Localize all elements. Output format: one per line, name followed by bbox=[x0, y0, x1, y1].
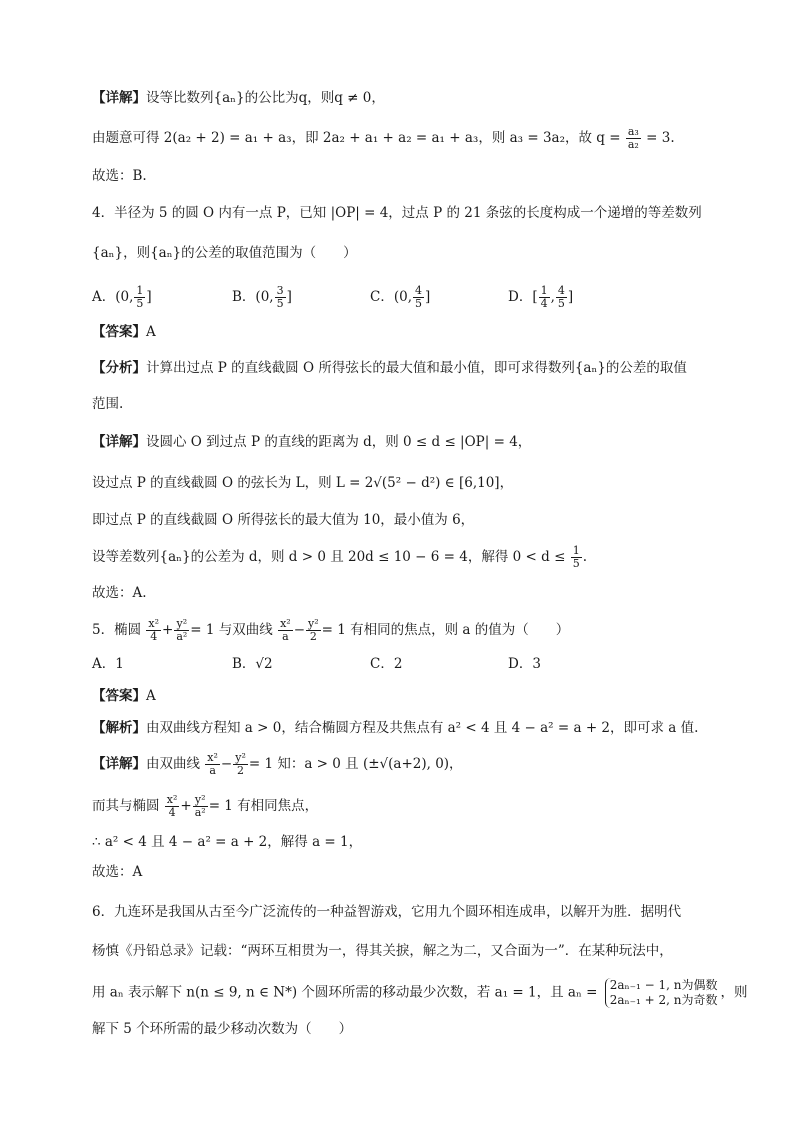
option-c bbox=[370, 285, 430, 310]
fraction bbox=[233, 752, 248, 777]
fraction bbox=[275, 285, 286, 310]
numerator: x² bbox=[280, 617, 291, 630]
denominator: 5 bbox=[557, 297, 565, 310]
analysis-tag: 【解析】 bbox=[92, 720, 146, 736]
answer-value: A bbox=[146, 324, 156, 340]
detail-tag: 【详解】 bbox=[92, 90, 146, 106]
analysis-tag: 【分析】 bbox=[92, 360, 146, 376]
fraction bbox=[278, 618, 293, 643]
numerator: y² bbox=[308, 617, 319, 630]
analysis-line bbox=[92, 718, 698, 738]
option-label: A． bbox=[92, 289, 116, 305]
fraction bbox=[626, 126, 641, 151]
fraction bbox=[306, 618, 321, 643]
denominator: 2 bbox=[237, 764, 245, 777]
answer-tag: 【答案】 bbox=[92, 324, 146, 340]
denominator: 5 bbox=[136, 297, 144, 310]
numerator: x² bbox=[207, 751, 218, 764]
option-value: , bbox=[550, 289, 555, 305]
option-value: (0, bbox=[115, 289, 134, 305]
option-value: (0, bbox=[255, 289, 274, 305]
denominator: a bbox=[209, 764, 216, 777]
option-label: C． bbox=[370, 289, 394, 305]
question-6-line-4: 解下 5 个环所需的最少移动次数为（ ） bbox=[92, 1021, 353, 1037]
fraction bbox=[165, 794, 180, 819]
denominator: 2 bbox=[309, 630, 317, 643]
denominator: a bbox=[282, 630, 289, 643]
answer-line bbox=[92, 322, 156, 342]
question-text: 5．椭圆 bbox=[92, 622, 142, 638]
detail-text: 而其与椭圆 bbox=[92, 798, 160, 814]
detail-line bbox=[92, 752, 463, 777]
question-text: 用 aₙ 表示解下 n(n ≤ 9, n ∈ N*) 个圆环所需的移动最少次数，若 a₁ = 1，且 aₙ = bbox=[92, 984, 598, 1001]
fraction bbox=[571, 545, 582, 570]
piecewise-case: 2aₙ₋₁ + 2, n为奇数 bbox=[609, 993, 718, 1007]
option-value: (0, bbox=[393, 289, 412, 305]
detail-line bbox=[92, 794, 318, 819]
detail-text: 设等比数列{aₙ}的公比为q，则q ≠ 0， bbox=[146, 90, 385, 106]
option-b: B．√2 bbox=[232, 656, 273, 672]
question-4-line-2: {aₙ}，则{aₙ}的公差的取值范围为（ ） bbox=[92, 245, 357, 261]
option-label: D． bbox=[508, 289, 533, 305]
detail-text: 设圆心 O 到过点 P 的直线的距离为 d，则 0 ≤ d ≤ |OP| = 4， bbox=[146, 434, 532, 450]
detail-text: = 1 有相同焦点， bbox=[208, 798, 319, 814]
choice-line: 故选：A bbox=[92, 864, 143, 880]
analysis-text: 计算出过点 P 的直线截圆 O 所得弦长的最大值和最小值，即可求得数列{aₙ}的公差的取值 bbox=[146, 360, 687, 376]
question-5-line bbox=[92, 618, 569, 643]
detail-line: 即过点 P 的直线截圆 O 所得弦长的最大值为 10，最小值为 6， bbox=[92, 512, 475, 528]
question-6-line-3 bbox=[92, 978, 748, 1008]
fraction bbox=[413, 285, 424, 310]
fraction bbox=[146, 618, 161, 643]
option-value: [ bbox=[532, 289, 538, 305]
detail-text: 由题意可得 2(a₂ + 2) = a₁ + a₃，即 2a₂ + a₁ + a₂ = a₁ + a₃，则 a₃ = 3a₂，故 q = bbox=[92, 130, 621, 146]
denominator: a² bbox=[176, 630, 188, 643]
denominator: 5 bbox=[572, 557, 580, 570]
option-value: ] bbox=[146, 289, 152, 305]
numerator: 4 bbox=[557, 284, 565, 297]
option-label: B． bbox=[232, 289, 256, 305]
operator: − bbox=[293, 622, 306, 638]
numerator: 4 bbox=[415, 284, 422, 297]
fraction bbox=[174, 618, 189, 643]
detail-line-1 bbox=[92, 88, 385, 108]
choice-line: 故选：B. bbox=[92, 168, 147, 184]
detail-text: = 3. bbox=[646, 130, 675, 146]
numerator: y² bbox=[174, 618, 189, 631]
detail-line: ∴ a² < 4 且 4 − a² = a + 2，解得 a = 1， bbox=[92, 834, 363, 850]
numerator: a₃ bbox=[627, 125, 639, 138]
denominator: a² bbox=[194, 806, 206, 819]
numerator: 1 bbox=[572, 544, 580, 557]
denominator: 5 bbox=[415, 297, 422, 310]
question-4-line-1: 4．半径为 5 的圆 O 内有一点 P，已知 |OP| = 4，过点 P 的 21 条弦的长度构成一个递增的等差数列 bbox=[92, 205, 702, 221]
question-6-line-2: 杨慎《丹铅总录》记载：“两环互相贯为一，得其关捩，解之为二，又合面为一”．在某种玩法中， bbox=[92, 943, 673, 959]
option-a bbox=[92, 285, 152, 310]
analysis-line-1 bbox=[92, 358, 687, 378]
option-value: ] bbox=[286, 289, 292, 305]
fraction bbox=[205, 752, 220, 777]
detail-tag: 【详解】 bbox=[92, 434, 146, 450]
detail-tag: 【详解】 bbox=[92, 756, 146, 772]
fraction bbox=[193, 794, 208, 819]
denominator: 4 bbox=[540, 297, 548, 310]
option-d bbox=[508, 285, 573, 310]
option-d: D．3 bbox=[508, 656, 541, 672]
question-text: ，则 bbox=[720, 984, 748, 1001]
denominator: 4 bbox=[168, 806, 176, 819]
piecewise-brace bbox=[605, 978, 718, 1008]
option-c: C．2 bbox=[370, 656, 403, 672]
question-text: = 1 与双曲线 bbox=[190, 622, 273, 638]
denominator: a₂ bbox=[627, 138, 639, 151]
option-a: A．1 bbox=[92, 656, 124, 672]
detail-line-2 bbox=[92, 126, 675, 151]
detail-text: 由双曲线 bbox=[146, 756, 200, 772]
fraction bbox=[134, 285, 145, 310]
detail-line: 设过点 P 的直线截圆 O 的弦长为 L，则 L = 2√(5² − d²) ∈ [6,10]， bbox=[92, 475, 514, 491]
analysis-line-2: 范围. bbox=[92, 396, 124, 412]
fraction bbox=[539, 285, 550, 310]
option-value: ] bbox=[567, 289, 574, 305]
question-6-line-1: 6．九连环是我国从古至今广泛流传的一种益智游戏，它用九个圆环相连成串，以解开为胜．据明代 bbox=[92, 904, 682, 920]
option-value: ] bbox=[425, 289, 431, 305]
numerator: x² bbox=[166, 793, 178, 806]
option-b bbox=[232, 285, 292, 310]
answer-line bbox=[92, 686, 156, 706]
numerator: y² bbox=[235, 751, 246, 764]
numerator: 3 bbox=[276, 284, 284, 297]
choice-line: 故选：A. bbox=[92, 585, 147, 601]
numerator: 1 bbox=[136, 284, 144, 297]
numerator: y² bbox=[193, 794, 208, 807]
numerator: 1 bbox=[540, 284, 548, 297]
detail-text: . bbox=[582, 549, 587, 565]
operator: − bbox=[220, 756, 233, 772]
numerator: x² bbox=[148, 617, 160, 630]
analysis-text: 由双曲线方程知 a > 0，结合椭圆方程及共焦点有 a² < 4 且 4 − a² = a + 2，即可求 a 值. bbox=[146, 720, 699, 736]
detail-line bbox=[92, 432, 531, 452]
answer-tag: 【答案】 bbox=[92, 688, 146, 704]
denominator: 4 bbox=[150, 630, 158, 643]
detail-text: = 1 知：a > 0 且 (±√(a+2), 0)， bbox=[248, 756, 463, 772]
piecewise-case: 2aₙ₋₁ − 1, n为偶数 bbox=[609, 978, 718, 992]
question-text: = 1 有相同的焦点，则 a 的值为（ ） bbox=[321, 622, 570, 638]
detail-text: 设等差数列{aₙ}的公差为 d，则 d > 0 且 20d ≤ 10 − 6 = 4，解得 0 < d ≤ bbox=[92, 549, 566, 565]
answer-value: A bbox=[146, 688, 156, 704]
operator: + bbox=[180, 798, 192, 814]
fraction bbox=[556, 285, 567, 310]
detail-line bbox=[92, 545, 587, 570]
denominator: 5 bbox=[276, 297, 284, 310]
operator: + bbox=[162, 622, 174, 638]
